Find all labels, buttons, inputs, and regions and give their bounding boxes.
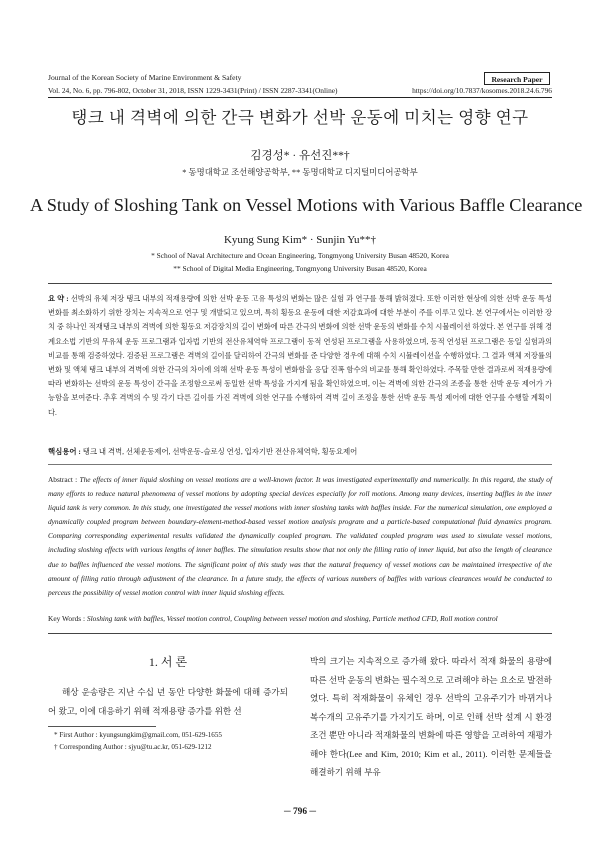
- page-number: ─ 796 ─: [283, 807, 317, 817]
- english-keywords-label: Key Words :: [48, 614, 86, 623]
- body-left-paragraph: 해상 운송량은 지난 수십 년 동안 다양한 화물에 대해 증가되어 왔고, 이에 대응하기 위해 적재용량 증가를 위한 선: [48, 687, 288, 716]
- korean-keywords: [48, 446, 552, 457]
- footnote-first-author: * First Author : kyungsungkim@gmail.com, 051-629-1655: [54, 731, 222, 739]
- korean-abstract-label: 요 약 :: [48, 294, 69, 303]
- english-keywords: [48, 614, 552, 623]
- korean-abstract-text: 선박의 유체 저장 탱크 내부의 적재용량에 의한 선박 운동 고유 특성의 변화는 많은 실험 과 연구를 통해 밝혀졌다. 또한 이러한 현상에 의한 선박 운동 특성 변화를 최소화하기 위한 장치는 지속적으로 연구 및 개발되고 있으며, 특히 횡동요 운동에 대한 저감효과에 대한 부분이 주를 이루고 있다. 본 연구에서는 이러한 장치 중 하나인 적재탱크 내부의 격벽에 의한 횡동요 저감장치의 길이 변화에 따른 간극의 변화에 의한 선박 운동의 변화를 수치 시뮬레이션 하였다. 본 연구를 위해 경계요소법 기반의 무유체 운동 프로그램과 입자법 기반의 전산유체역학 프로그램이 동적 연성된 프로그램을 사용하였으며, 동적 연성된 프로그램은 동일 실험과의 비교를 통해 검증하였다. 검증된 프로그램은 격벽의 길이를 달리하여 간극의 변화를 준 다양한 경우에 대해 수치 시뮬레이션을 수행하였다. 그 결과 액체 저장률의 변화 및 액체 탱크 내부의 격벽에 의한 간극의 차이에 의해 선박 운동 특성이 변화함을 응답 진폭 함수의 비교를 통해 확인하였다. 주목할 만한 결과로써 적재용량에 따라 변화하는 선박의 운동 특성이 간극을 조정함으로써 동일한 선박 특성을 가지게 됨을 확인하였으며, 이는 격벽에 의한 간극의 조종을 통한 선박 운동 제어가 가능함을 보여준다. 추후 격벽의 수 및 각기 다른 길이를 가진 격벽에 의한 연구를 수행하여 격벽 길이 조정을 통한 선박 운동 특성 제어에 대한 연구를 수행할 계획이다.: [48, 294, 553, 417]
- english-affiliation-2: ** School of Digital Media Engineering, Tongmyong University Busan 48520, Korea: [173, 264, 427, 273]
- abstract-rule: [48, 633, 552, 634]
- footnote-rule: [48, 726, 156, 727]
- korean-keywords-label: 핵심용어 :: [48, 447, 81, 456]
- journal-name: Journal of the Korean Society of Marine Environment & Safety: [48, 73, 242, 82]
- korean-affiliation: * 동명대학교 조선해양공학부, ** 동명대학교 디지털미디어공학부: [182, 168, 418, 177]
- english-authors: Kyung Sung Kim* · Sunjin Yu**†: [223, 234, 377, 246]
- english-abstract: [48, 473, 552, 600]
- korean-abstract: [48, 292, 552, 420]
- english-keywords-text: Sloshing tank with baffles, Vessel motion control, Coupling between vessel motion and sloshing, Particle method CFD, Roll motion control: [86, 614, 498, 623]
- english-abstract-label: Abstract :: [48, 475, 78, 484]
- section-title: 1. 서 론: [148, 655, 188, 669]
- korean-authors: 김경성* · 유선진**†: [250, 150, 350, 162]
- english-title: A Study of Sloshing Tank on Vessel Motions with Various Baffle Clearance: [30, 195, 583, 215]
- research-paper-badge: Research Paper: [484, 72, 550, 85]
- korean-keywords-text: 탱크 내 격벽, 선체운동제어, 선박운동-슬로싱 연성, 입자기반 전산유체역학, 횡동요제어: [82, 447, 358, 456]
- doi-link[interactable]: https://doi.org/10.7837/kosomes.2018.24.6.796: [412, 86, 552, 95]
- keywords-rule: [48, 464, 552, 465]
- english-affiliation-1: * School of Naval Architecture and Ocean Engineering, Tongmyong University Busan 48520, Korea: [151, 251, 449, 260]
- title-rule: [48, 283, 552, 284]
- volume-line: Vol. 24, No. 6, pp. 796-802, October 31, 2018, ISSN 1229-3431(Print) / ISSN 2287-3341(Online): [48, 86, 338, 95]
- footnote-corresponding-author: † Corresponding Author : sjyu@tu.ac.kr, 051-629-1212: [54, 743, 212, 751]
- korean-title: 탱크 내 격벽에 의한 간극 변화가 선박 운동에 미치는 영향 연구: [71, 108, 529, 127]
- body-right-paragraph: 박의 크기는 지속적으로 증가해 왔다. 따라서 적재 화물의 용량에 따른 선박 운동의 변화는 필수적으로 고려해야 하는 요소로 발전하였다. 특히 적재화물이 유체인 경우 선박의 고유주기가 바뀌거나 복수개의 고유주기를 가지기도 하며, 이로 인해 선박 설계 시 환경조건 뿐만 아니라 적재화물의 변화에 따른 영향을 고려하여 재평가해야 한다(Lee and Kim, 2010; Kim et al., 2011). 이러한 문제들을 해결하기 위해 부유: [310, 656, 552, 777]
- english-abstract-text: The effects of inner liquid sloshing on vessel motions are a well-known factor. It was investigated experimentally and numerically. In this regard, the study of many efforts to reduce natural phenomena of vessel motions by adopting special devices especially for roll motions. Among many devices, inserting baffles in the inner liquid tank is very common. In this study, one investigated the vessel motions with inner sloshing tanks with baffles inside. For the numerical simulation, one employed a dynamically coupled program between boundary-element-method-based vessel motion analysis program and a particle-based computational fluid dynamics program. Comparing corresponding experimental results validated the dynamically coupled program. The validated coupled program was used to simulate vessel motions, including sloshing effects with various lengths of inner baffles. The simulation results show that not only the filling ratio of inner liquid, but also the length of clearance due to baffles influenced the vessel motions. The significant point of this study was that the natural frequency of vessel motions can be maintained irrespective of the amount of filling ratio through adjustment of the clearance. In a future study, the effects of various numbers of baffles with various clearances would be conducted to perceus the possibility of vessel motion control with inner liquid sloshing effects.: [48, 475, 552, 597]
- header-rule: [48, 97, 552, 98]
